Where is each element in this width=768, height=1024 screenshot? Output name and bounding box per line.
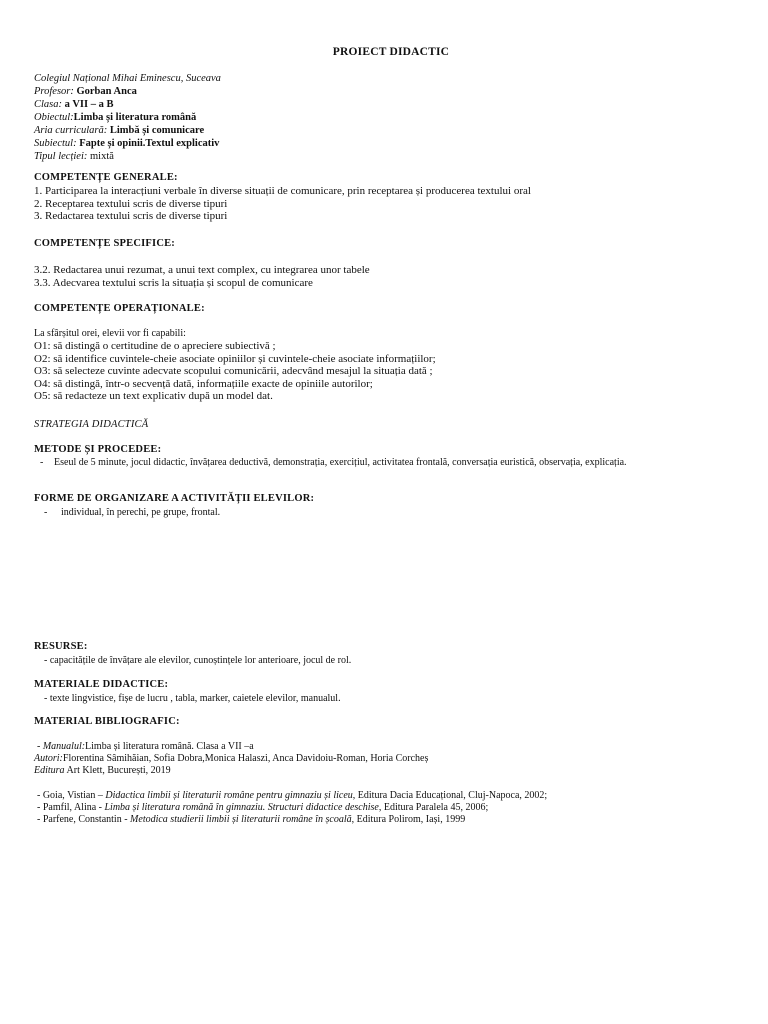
list-item: O3: să selecteze cuvinte adecvate scopului comunicării, adecvând mesajul la situația dată ;	[34, 365, 433, 377]
list-item: O4: să distingă, într-o secvență dată, informațiile exacte de opiniile autorilor;	[34, 377, 373, 390]
list-item: - Goia, Vistian – Didactica limbii și literaturii române pentru gimnaziu și liceu, Editura Dacia Educațional, Cluj-Napoca, 2002;	[37, 790, 548, 801]
forme-item: - individual, în perechi, pe grupe, frontal.	[44, 507, 221, 518]
list-item: 3.3. Adecvarea textului scris la situația și scopul de comunicare	[34, 276, 313, 289]
meta-subiectul: Subiectul: Fapte și opinii.Textul explicativ	[34, 138, 220, 149]
list-item: 3.2. Redactarea unui rezumat, a unui text complex, cu integrarea unor tabele	[34, 264, 370, 276]
list-item: O5: să redacteze un text explicativ după un model dat.	[34, 390, 273, 402]
metode-heading: METODE ȘI PROCEDEE:	[34, 444, 162, 455]
competente-specifice-heading: COMPETENȚE SPECIFICE:	[34, 238, 176, 249]
meta-tipul: Tipul lecției: mixtă	[34, 151, 114, 162]
competente-operationale-intro: La sfârșitul orei, elevii vor fi capabili:	[34, 328, 186, 339]
list-item: O2: să identifice cuvintele-cheie asociate opiniilor și cuvintele-cheie asociate informațiilor;	[34, 352, 436, 365]
bibliografic-refs	[37, 790, 547, 826]
list-item: 1. Participarea la interacțiuni verbale în diverse situații de comunicare, prin receptarea și producerea textului oral	[34, 185, 531, 197]
meta-obiectul: Obiectul:Limba și literatura română	[34, 112, 197, 123]
bibliografic-heading: MATERIAL BIBLIOGRAFIC:	[34, 716, 180, 727]
autori-line: Autori:Florentina Sâmihăian, Sofia Dobra,Monica Halaszi, Anca Davidoiu-Roman, Horia Corcheș	[34, 753, 429, 764]
resurse-item: - capacitățile de învățare ale elevilor, cunoștințele lor anterioare, jocul de rol.	[44, 655, 352, 666]
dash-marker: -	[40, 457, 44, 468]
competente-generale-list	[34, 185, 531, 223]
list-item: - Pamfil, Alina - Limba și literatura română în gimnaziu. Structuri didactice deschise, Editura Paralela 45, 2006;	[37, 802, 489, 813]
resurse-heading: RESURSE:	[34, 641, 88, 652]
metode-item: - Eseul de 5 minute, jocul didactic, învățarea deductivă, demonstrația, exercițiul, activitatea frontală, conversația euristică, observația, explicația.	[40, 457, 627, 468]
page-title: PROIECT DIDACTIC	[332, 46, 450, 58]
meta-school: Colegiul Național Mihai Eminescu, Suceava	[34, 73, 221, 84]
editura-line: Editura Art Klett, București, 2019	[34, 765, 171, 776]
strategia-heading: STRATEGIA DIDACTICĂ	[34, 419, 149, 430]
competente-generale-heading: COMPETENȚE GENERALE:	[34, 172, 178, 183]
list-item: 2. Receptarea textului scris de diverse tipuri	[34, 197, 228, 210]
competente-operationale-list	[34, 340, 436, 403]
list-item: - Parfene, Constantin - Metodica studierii limbii și literaturii române în școală, Editura Polirom, Iași, 1999	[37, 814, 466, 825]
materiale-heading: MATERIALE DIDACTICE:	[34, 679, 169, 690]
meta-block	[34, 72, 221, 163]
manual-line: - Manualul:Limba și literatura română. Clasa a VII –a	[37, 741, 254, 752]
meta-aria: Aria curriculară: Limbă și comunicare	[34, 125, 205, 136]
materiale-item: - texte lingvistice, fișe de lucru , tabla, marker, caietele elevilor, manualul.	[44, 693, 341, 704]
dash-marker: -	[44, 507, 48, 518]
list-item: 3. Redactarea textului scris de diverse tipuri	[34, 210, 228, 222]
competente-operationale-heading: COMPETENȚE OPERAȚIONALE:	[34, 303, 205, 314]
meta-profesor: Profesor: Gorban Anca	[34, 86, 137, 97]
bibliografic-autori	[34, 753, 428, 777]
forme-heading: FORME DE ORGANIZARE A ACTIVITĂȚII ELEVILOR:	[34, 493, 315, 504]
competente-specifice-list	[34, 264, 370, 289]
bibliografic-manual	[37, 741, 254, 753]
list-item: O1: să distingă o certitudine de o apreciere subiectivă ;	[34, 340, 276, 352]
meta-clasa: Clasa: a VII – a B	[34, 99, 114, 110]
